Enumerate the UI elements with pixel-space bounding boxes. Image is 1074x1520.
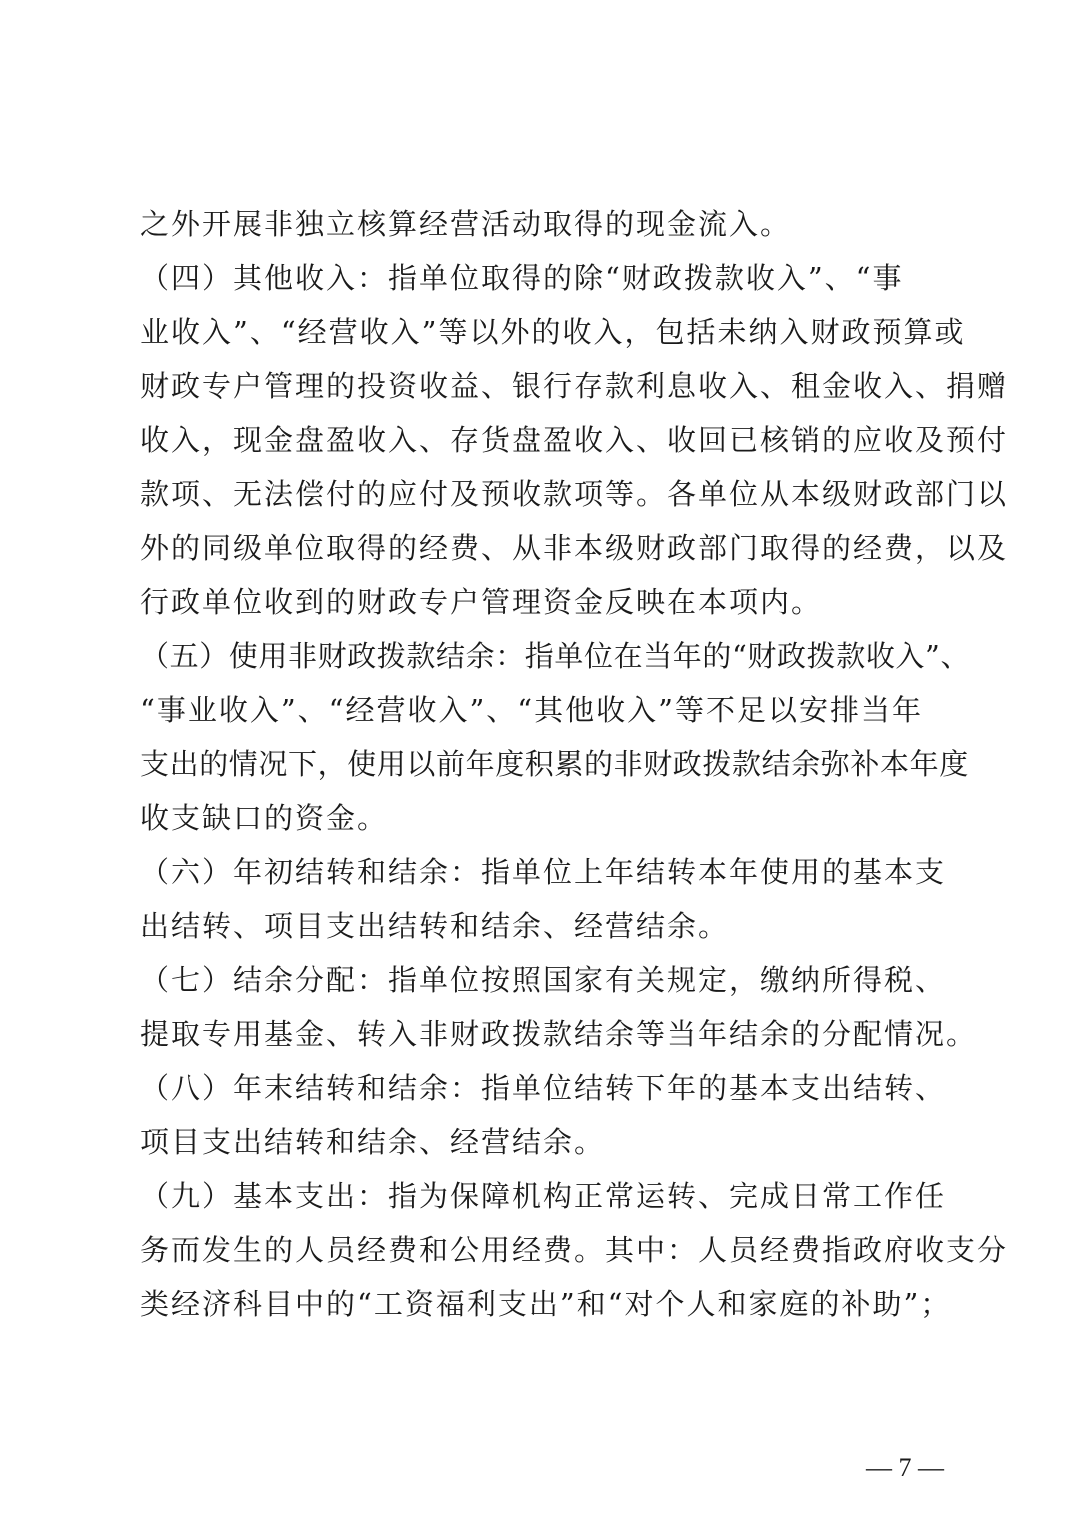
section-heading-line-non-fiscal-balance: （五）使用非财政拨款结余：指单位在当年的“财政拨款收入”、 — [140, 639, 971, 673]
body-text-line: 款项、无法偿付的应付及预收款项等。各单位从本级财政部门以 — [140, 477, 1009, 511]
body-text-line: 支出的情况下，使用以前年度积累的非财政拨款结余弥补本年度 — [140, 747, 969, 781]
section-heading-line-opening-balance: （六）年初结转和结余：指单位上年结转本年使用的基本支 — [140, 855, 947, 889]
body-text-line: 提取专用基金、转入非财政拨款结余等当年结余的分配情况。 — [140, 1017, 978, 1051]
body-text-line: 收支缺口的资金。 — [140, 801, 389, 835]
section-heading-line-closing-balance: （八）年末结转和结余：指单位结转下年的基本支出结转、 — [140, 1071, 947, 1105]
section-heading-line-other-income: （四）其他收入：指单位取得的除“财政拨款收入”、“事 — [140, 261, 904, 295]
body-text-line: 务而发生的人员经费和公用经费。其中：人员经费指政府收支分 — [140, 1233, 1009, 1267]
body-text-line: 出结转、项目支出结转和结余、经营结余。 — [140, 909, 730, 943]
body-text-line: 行政单位收到的财政专户管理资金反映在本项内。 — [140, 585, 823, 619]
body-text-line: 外的同级单位取得的经费、从非本级财政部门取得的经费，以及 — [140, 531, 1009, 565]
body-text-line: 之外开展非独立核算经营活动取得的现金流入。 — [140, 207, 792, 241]
body-text-line: “事业收入”、“经营收入”、“其他收入”等不足以安排当年 — [140, 693, 923, 727]
body-text-line: 类经济科目中的“工资福利支出”和“对个人和家庭的补助”； — [140, 1287, 952, 1321]
section-heading-line-surplus-distribution: （七）结余分配：指单位按照国家有关规定，缴纳所得税、 — [140, 963, 947, 997]
body-text-line: 收入，现金盘盈收入、存货盘盈收入、收回已核销的应收及预付 — [140, 423, 1009, 457]
page-number: — 7 — — [866, 1453, 944, 1482]
section-heading-line-basic-expenditure: （九）基本支出：指为保障机构正常运转、完成日常工作任 — [140, 1179, 947, 1213]
body-text-line: 项目支出结转和结余、经营结余。 — [140, 1125, 606, 1159]
body-text-line: 财政专户管理的投资收益、银行存款利息收入、租金收入、捐赠 — [140, 369, 1009, 403]
body-text-line: 业收入”、“经营收入”等以外的收入，包括未纳入财政预算或 — [140, 315, 966, 349]
